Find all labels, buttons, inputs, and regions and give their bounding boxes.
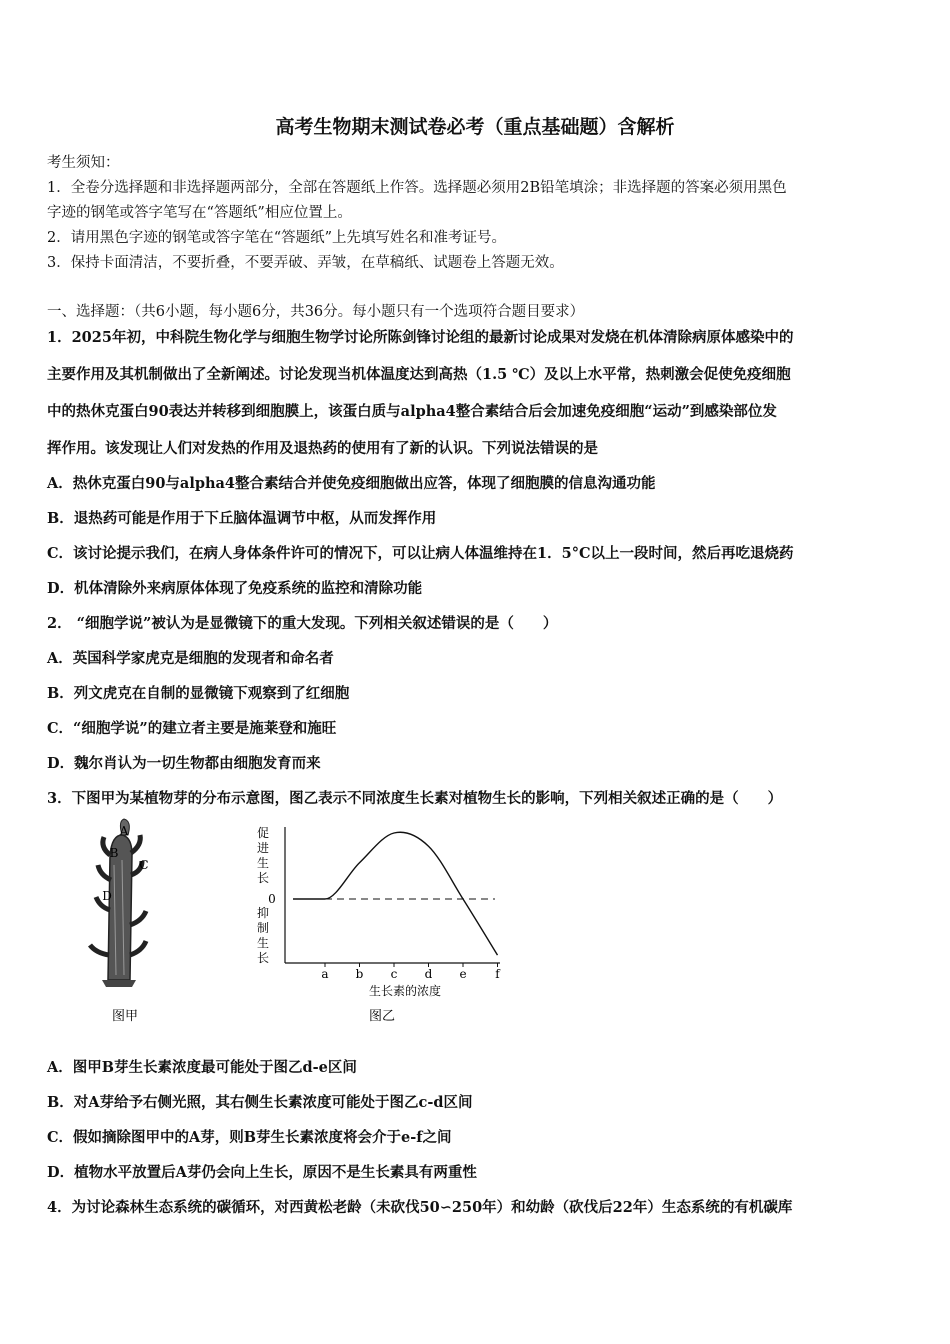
q3-option-d: D．植物水平放置后A芽仍会向上生长，原因不是生长素具有两重性 bbox=[47, 1164, 477, 1181]
q2-option-b: B．列文虎克在自制的显微镜下观察到了红细胞 bbox=[47, 685, 350, 702]
q1-stem-3: 中的热休克蛋白90表达并转移到细胞膜上，该蛋白质与alpha4整合素结合后会加速免疫细胞“运动”到感染部位发 bbox=[47, 403, 777, 420]
q2-stem: 2． “细胞学说”被认为是显微镜下的重大发现。下列相关叙述错误的是（ ） bbox=[47, 615, 558, 632]
notice-line-1: 1．全卷分选择题和非选择题两部分，全部在答题纸上作答。选择题必须用2B铅笔填涂；非选择题的答案必须用黑色 bbox=[47, 180, 787, 196]
x-tick-label-d: d bbox=[424, 967, 433, 981]
notice-heading: 考生须知： bbox=[47, 155, 120, 171]
q1-stem-4: 挥作用。该发现让人们对发热的作用及退热药的使用有了新的认识。下列说法错误的是 bbox=[47, 440, 598, 457]
notice-line-2: 字迹的钢笔或答字笔写在“答题纸”相应位置上。 bbox=[47, 205, 352, 221]
x-tick-label-b: b bbox=[355, 967, 364, 981]
q4-stem: 4．为讨论森林生态系统的碳循环，对西黄松老龄（未砍伐50∽250年）和幼龄（砍伐后22年）生态系统的有机碳库 bbox=[47, 1199, 793, 1216]
q3-figures bbox=[80, 815, 520, 1030]
figure-b-caption: 图乙 bbox=[368, 1009, 396, 1024]
q1-option-b: B．退热药可能是作用于下丘脑体温调节中枢，从而发挥作用 bbox=[47, 510, 437, 527]
y-label-inhibit: 抑制生长 bbox=[256, 906, 270, 965]
q2-option-d: D．魏尔肖认为一切生物都由细胞发育而来 bbox=[47, 755, 321, 772]
x-tick-labels bbox=[321, 963, 501, 981]
section-heading: 一、选择题：（共6小题，每小题6分，共36分。每小题只有一个选项符合题目要求） bbox=[47, 304, 585, 320]
bud-label-c: C bbox=[139, 858, 149, 872]
q2-option-a: A．英国科学家虎克是细胞的发现者和命名者 bbox=[47, 650, 334, 667]
q3-option-a: A．图甲B芽生长素浓度最可能处于图乙d-e区间 bbox=[47, 1059, 357, 1076]
bud-label-d: D bbox=[102, 889, 112, 903]
bud-label-a: A bbox=[119, 824, 129, 838]
figure-b-chart bbox=[285, 827, 500, 963]
figure-a-caption: 图甲 bbox=[111, 1009, 139, 1024]
q3-option-c: C．假如摘除图甲中的A芽，则B芽生长素浓度将会介于e-f之间 bbox=[47, 1129, 452, 1146]
q2-option-c: C．“细胞学说”的建立者主要是施莱登和施旺 bbox=[47, 720, 337, 737]
q1-option-c: C．该讨论提示我们，在病人身体条件许可的情况下，可以让病人体温维持在1．5°C以上一段时间，然后再吃退烧药 bbox=[47, 545, 794, 562]
figure-a-plant-stem bbox=[90, 819, 149, 987]
q3-option-b: B．对A芽给予右侧光照，其右侧生长素浓度可能处于图乙c-d区间 bbox=[47, 1094, 473, 1111]
notice-line-3: 2．请用黑色字迹的钢笔或答字笔在“答题纸”上先填写姓名和准考证号。 bbox=[47, 230, 507, 246]
y-label-promote: 促进生长 bbox=[256, 826, 270, 885]
bud-label-b: B bbox=[109, 846, 119, 860]
growth-curve-line bbox=[293, 832, 498, 955]
x-tick-label-e: e bbox=[459, 967, 467, 981]
x-tick-label-c: c bbox=[390, 967, 398, 981]
x-tick-label-a: a bbox=[321, 967, 329, 981]
q3-stem: 3．下图甲为某植物芽的分布示意图，图乙表示不同浓度生长素对植物生长的影响，下列相关叙述正确的是（ ） bbox=[47, 790, 783, 807]
q1-option-a: A．热休克蛋白90与alpha4整合素结合并使免疫细胞做出应答，体现了细胞膜的信息沟通功能 bbox=[47, 475, 656, 492]
x-tick-label-f: f bbox=[495, 967, 500, 981]
notice-line-4: 3．保持卡面清洁，不要折叠，不要弄破、弄皱，在草稿纸、试题卷上答题无效。 bbox=[47, 255, 564, 271]
q1-stem-1: 1．2025年初，中科院生物化学与细胞生物学讨论所陈剑锋讨论组的最新讨论成果对发烧在机体清除病原体感染中的 bbox=[47, 329, 794, 346]
y-zero-label: 0 bbox=[268, 892, 276, 906]
q1-stem-2: 主要作用及其机制做出了全新阐述。讨论发现当机体温度达到高热（1.5 ℃）及以上水平常，热刺激会促使免疫细胞 bbox=[47, 366, 791, 383]
page-title: 高考生物期末测试卷必考（重点基础题）含解析 bbox=[275, 116, 675, 138]
x-axis-label: 生长素的浓度 bbox=[368, 984, 442, 998]
q1-option-d: D．机体清除外来病原体体现了免疫系统的监控和清除功能 bbox=[47, 580, 423, 597]
